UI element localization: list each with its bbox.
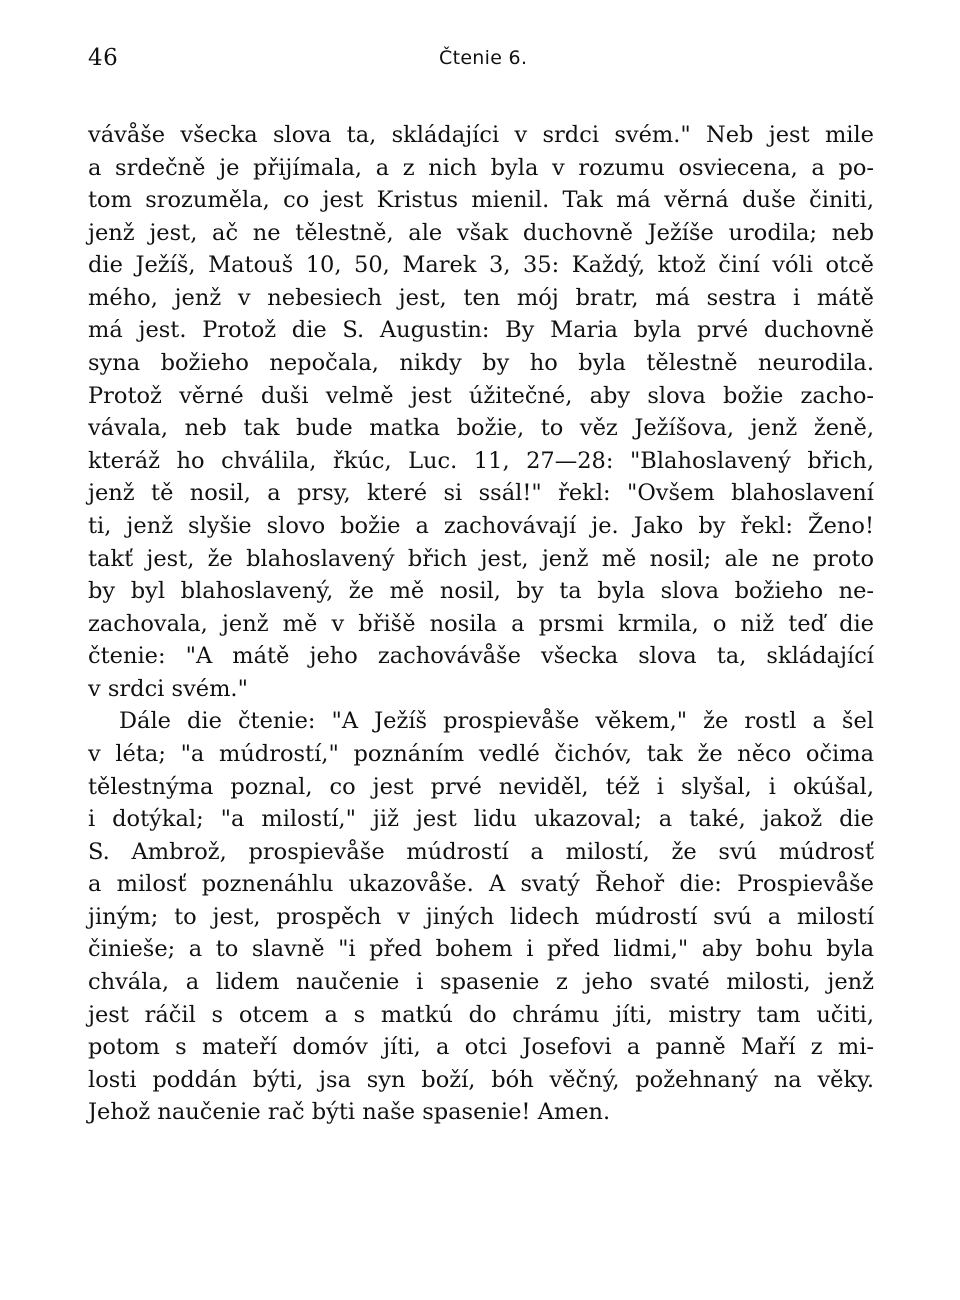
paragraph-start-line: Dále die čtenie: "A Ježíš prospievåše věkem," že rostl a šel — [119, 708, 874, 735]
text-line: a srdečně je přijímala, a z nich byla v rozumu osviecena, a po- — [88, 154, 874, 181]
text-line: jiným; to jest, prospěch v jiných lidech múdrostí svú a milostí — [88, 903, 874, 930]
text-line: ti, jenž slyšie slovo božie a zachovávají je. Jako by řekl: Ženo! — [88, 512, 874, 539]
text-line: zachovala, jenž mě v břišě nosila a prsmi krmila, o niž teď die — [88, 610, 874, 637]
text-line: vávåše všecka slova ta, skládajíci v srdci svém." Neb jest mile — [88, 122, 874, 148]
paragraph-end-line: Jehož naučenie rač býti naše spasenie! Amen. — [88, 1099, 611, 1126]
text-line: losti poddán býti, jsa syn boží, bóh věčný, požehnaný na věky. — [88, 1066, 874, 1093]
text-line: die Ježíš, Matouš 10, 50, Marek 3, 35: Každý, ktož činí vóli otcě — [88, 252, 874, 279]
text-line: i dotýkal; "a milostí," již jest lidu ukazoval; a také, jakož die — [88, 806, 874, 833]
text-line: jenž jest, ač ne tělestně, ale však duchovně Ježíše urodila; neb — [88, 219, 874, 246]
text-line: jenž tě nosil, a prsy, které si ssál!" řekl: "Ovšem blahoslavení — [88, 480, 874, 507]
text-line: a milosť poznenáhlu ukazovåše. A svatý Řehoř die: Prospievåše — [88, 871, 874, 898]
text-line: má jest. Protož die S. Augustin: By Maria byla prvé duchovně — [88, 317, 874, 344]
text-line: potom s mateří domóv jíti, a otci Josefovi a panně Maří z mi- — [88, 1034, 874, 1061]
text-line: chvála, a lidem naučenie i spasenie z jeho svaté milosti, jenž — [88, 969, 874, 996]
text-line: činieše; a to slavně "i před bohem i před lidmi," aby bohu byla — [88, 936, 874, 963]
text-line: S. Ambrož, prospievåše múdrostí a milostí, že svú múdrosť — [88, 838, 874, 865]
text-line: takť jest, že blahoslavený břich jest, jenž mě nosil; ale ne proto — [88, 545, 874, 572]
text-line: vávala, neb tak bude matka božie, to věz Ježíšova, jenž ženě, — [88, 415, 874, 442]
text-line: čtenie: "A mátě jeho zachovávåše všecka slova ta, skládající — [88, 643, 874, 670]
text-line: syna božieho nepočala, nikdy by ho byla tělestně neurodila. — [88, 350, 874, 377]
text-line: tom srozuměla, co jest Kristus mienil. Tak má věrná duše činiti, — [88, 187, 874, 214]
paragraph-end-line: v srdci svém." — [88, 675, 248, 702]
page-number: 46 — [88, 45, 119, 71]
text-line: by byl blahoslavený, že mě nosil, by ta byla slova božieho ne- — [88, 578, 874, 605]
text-line: tělestnýma poznal, co jest prvé neviděl, též i slyšal, i okúšal, — [88, 773, 874, 800]
text-line: Protož věrné duši velmě jest úžitečné, aby slova božie zacho- — [88, 382, 874, 409]
running-head: Čtenie 6. — [439, 47, 528, 69]
text-line: jest ráčil s otcem a s matkú do chrámu jíti, mistry tam učiti, — [88, 1001, 874, 1028]
text-line: mého, jenž v nebesiech jest, ten mój bratr, má sestra i mátě — [88, 284, 874, 311]
text-line: v léta; "a múdrostí," poznáním vedlé čichóv, tak že něco očima — [88, 740, 874, 767]
body-text — [88, 119, 874, 1129]
text-line: kteráž ho chválila, řkúc, Luc. 11, 27—28: "Blahoslavený břich, — [88, 447, 874, 474]
